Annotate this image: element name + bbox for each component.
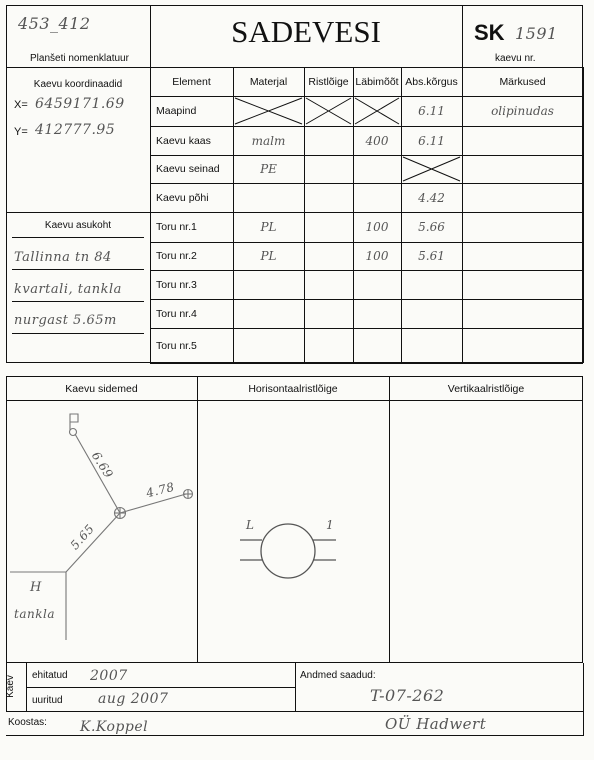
row-element-label: Kaevu seinad bbox=[156, 163, 220, 175]
table-cell-materjal: malm bbox=[251, 133, 286, 148]
pipe-label-left: L bbox=[246, 518, 255, 532]
table-cell-abs: 5.61 bbox=[418, 249, 445, 263]
row-element-label: Kaevu kaas bbox=[156, 134, 211, 147]
tie-distance-2: 4.78 bbox=[144, 479, 176, 501]
y-label: Y= bbox=[14, 126, 28, 138]
kaev-label: Kaev bbox=[4, 675, 16, 698]
table-cell-labimoot bbox=[353, 96, 401, 126]
table-cell-materjal bbox=[233, 299, 304, 328]
table-cell-abs: 4.42 bbox=[418, 190, 445, 205]
x-label: X= bbox=[14, 99, 28, 111]
table-cell-materjal bbox=[233, 183, 304, 212]
firm-value: OÜ Hadwert bbox=[385, 715, 487, 733]
table-cell-materjal: PL bbox=[260, 220, 277, 234]
divider bbox=[197, 376, 198, 663]
table-cell-abs bbox=[401, 328, 462, 363]
location-line-3: nurgast 5.65m bbox=[14, 313, 117, 328]
row-element-label: Kaevu põhi bbox=[156, 191, 209, 204]
table-cell-materjal: PL bbox=[260, 249, 277, 263]
table-cell-ristloige bbox=[304, 242, 353, 270]
table-cell-ristloige bbox=[304, 183, 353, 212]
row-element-label: Toru nr.1 bbox=[156, 221, 197, 233]
table-cell-abs bbox=[401, 155, 462, 183]
table-cell-markused bbox=[462, 270, 583, 299]
nomenclature-label: Planšeti nomenklatuur bbox=[30, 53, 129, 64]
table-cell-labimoot bbox=[353, 183, 401, 212]
table-cell-markused bbox=[462, 155, 583, 183]
divider bbox=[462, 5, 463, 68]
andmed-label: Andmed saadud: bbox=[300, 670, 376, 681]
vertikaal-label: Vertikaalristlõige bbox=[447, 383, 525, 395]
table-grid-line bbox=[150, 363, 583, 364]
table-cell-materjal bbox=[233, 328, 304, 363]
x-value: 6459171.69 bbox=[35, 96, 125, 112]
divider bbox=[12, 269, 144, 270]
coords-label: Kaevu koordinaadid bbox=[33, 79, 123, 90]
divider bbox=[583, 663, 584, 736]
divider bbox=[6, 735, 583, 736]
table-grid-line bbox=[583, 67, 584, 363]
location-line-1: Tallinna tn 84 bbox=[14, 250, 112, 265]
divider bbox=[12, 333, 144, 334]
pipe-label-right: 1 bbox=[326, 518, 335, 532]
table-cell-materjal bbox=[233, 96, 304, 126]
table-cell-labimoot bbox=[353, 299, 401, 328]
ehitatud-value: 2007 bbox=[90, 668, 128, 684]
table-cell-labimoot bbox=[353, 155, 401, 183]
koostas-value: K.Koppel bbox=[80, 719, 149, 735]
uuritud-value: aug 2007 bbox=[98, 691, 169, 707]
table-cell-labimoot: 100 bbox=[365, 249, 389, 263]
tie-distance-3: 5.65 bbox=[67, 521, 98, 553]
ehitatud-label: ehitatud bbox=[32, 670, 68, 681]
column-header: Läbimõõt bbox=[355, 75, 399, 88]
column-header: Ristlõige bbox=[308, 75, 349, 88]
row-element-label: Maapind bbox=[156, 105, 197, 117]
sidemed-label: Kaevu sidemed bbox=[65, 383, 138, 395]
divider bbox=[295, 663, 296, 711]
divider bbox=[6, 212, 150, 213]
divider bbox=[6, 711, 583, 712]
column-header: Materjal bbox=[249, 75, 288, 88]
table-cell-abs: 6.11 bbox=[418, 133, 445, 148]
table-cell-markused: olipinudas bbox=[491, 104, 554, 118]
horisontaal-label: Horisontaalristlõige bbox=[248, 383, 338, 395]
table-cell-labimoot bbox=[353, 270, 401, 299]
tie-distance-1: 6.69 bbox=[88, 449, 116, 481]
table-cell-markused bbox=[462, 212, 583, 242]
table-cell-abs bbox=[401, 270, 462, 299]
table-cell-labimoot: 100 bbox=[365, 220, 389, 234]
table-cell-materjal: PE bbox=[260, 162, 277, 176]
location-line-2: kvartali, tankla bbox=[14, 282, 122, 297]
page-title: SADEVESI bbox=[231, 14, 381, 49]
andmed-value: T-07-262 bbox=[370, 686, 445, 705]
well-number-prefix: SK bbox=[474, 20, 505, 45]
row-element-label: Toru nr.4 bbox=[156, 307, 197, 320]
y-value: 412777.95 bbox=[35, 122, 116, 138]
table-cell-ristloige bbox=[304, 96, 353, 126]
divider bbox=[12, 301, 144, 302]
divider bbox=[12, 237, 144, 238]
table-cell-ristloige bbox=[304, 155, 353, 183]
table-cell-markused bbox=[462, 242, 583, 270]
table-cell-abs bbox=[401, 299, 462, 328]
row-element-label: Toru nr.5 bbox=[156, 339, 197, 352]
table-cell-materjal bbox=[233, 270, 304, 299]
table-cell-abs: 5.66 bbox=[418, 220, 445, 234]
column-header: Abs.kõrgus bbox=[405, 75, 458, 88]
well-number-label: kaevu nr. bbox=[495, 53, 536, 64]
table-cell-abs: 6.11 bbox=[418, 104, 445, 118]
nomenclature-value: 453_412 bbox=[18, 14, 91, 33]
table-cell-ristloige bbox=[304, 212, 353, 242]
table-cell-ristloige bbox=[304, 126, 353, 155]
well-number-value: 1591 bbox=[515, 24, 558, 43]
table-cell-ristloige bbox=[304, 299, 353, 328]
column-header: Element bbox=[172, 75, 211, 88]
table-cell-labimoot: 400 bbox=[365, 133, 389, 148]
divider bbox=[389, 376, 390, 663]
row-element-label: Toru nr.2 bbox=[156, 250, 197, 262]
koostas-label: Koostas: bbox=[8, 717, 47, 728]
row-element-label: Toru nr.3 bbox=[156, 278, 197, 291]
location-label: Kaevu asukoht bbox=[44, 220, 112, 231]
divider bbox=[6, 400, 583, 401]
table-cell-ristloige bbox=[304, 270, 353, 299]
column-header: Märkused bbox=[499, 75, 546, 88]
table-cell-markused bbox=[462, 126, 583, 155]
table-cell-ristloige bbox=[304, 328, 353, 363]
sketch-frame bbox=[6, 376, 583, 663]
uuritud-label: uuritud bbox=[32, 695, 63, 706]
table-cell-markused bbox=[462, 328, 583, 363]
table-cell-labimoot bbox=[353, 328, 401, 363]
reference-label-h: H bbox=[30, 580, 42, 595]
divider bbox=[26, 687, 295, 688]
reference-label-tankla: tankla bbox=[14, 607, 55, 621]
table-cell-markused bbox=[462, 183, 583, 212]
table-cell-markused bbox=[462, 299, 583, 328]
